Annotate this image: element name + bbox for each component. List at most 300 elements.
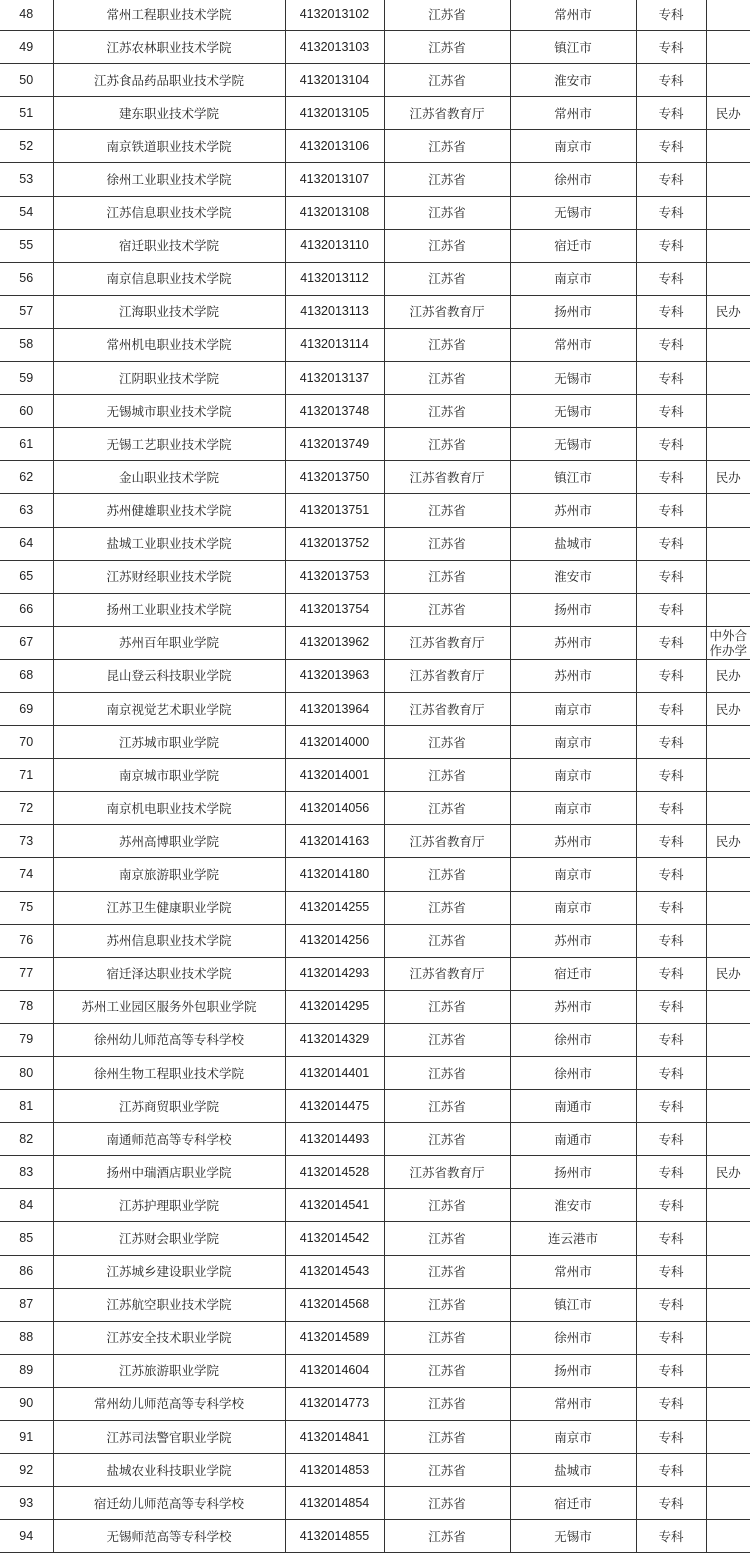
school-name-cell: 江苏旅游职业学院	[53, 1354, 285, 1387]
school-name-cell: 南京铁道职业技术学院	[53, 130, 285, 163]
row-number-cell: 60	[0, 395, 53, 428]
city-cell: 无锡市	[510, 1520, 636, 1553]
table-row	[0, 0, 750, 31]
table-row	[0, 1156, 750, 1189]
table-row	[0, 1057, 750, 1090]
school-code-cell: 4132013963	[285, 659, 384, 692]
authority-cell: 江苏省教育厅	[384, 957, 510, 990]
school-code-cell: 4132014256	[285, 924, 384, 957]
level-cell: 专科	[636, 1520, 706, 1553]
school-code-cell: 4132014528	[285, 1156, 384, 1189]
city-cell: 连云港市	[510, 1222, 636, 1255]
note-cell	[706, 428, 750, 461]
row-number-cell: 77	[0, 957, 53, 990]
city-cell: 宿迁市	[510, 1487, 636, 1520]
city-cell: 宿迁市	[510, 957, 636, 990]
school-name-cell: 江苏农林职业技术学院	[53, 31, 285, 64]
table-row	[0, 64, 750, 97]
row-number-cell: 61	[0, 428, 53, 461]
school-code-cell: 4132014589	[285, 1321, 384, 1354]
note-cell	[706, 130, 750, 163]
authority-cell: 江苏省	[384, 1421, 510, 1454]
school-code-cell: 4132013103	[285, 31, 384, 64]
note-cell	[706, 1487, 750, 1520]
table-row	[0, 527, 750, 560]
level-cell: 专科	[636, 1090, 706, 1123]
city-cell: 南京市	[510, 1421, 636, 1454]
level-cell: 专科	[636, 560, 706, 593]
table-row	[0, 1387, 750, 1420]
row-number-cell: 88	[0, 1321, 53, 1354]
school-code-cell: 4132013753	[285, 560, 384, 593]
school-name-cell: 建东职业技术学院	[53, 97, 285, 130]
note-cell	[706, 726, 750, 759]
row-number-cell: 59	[0, 362, 53, 395]
authority-cell: 江苏省	[384, 130, 510, 163]
level-cell: 专科	[636, 1023, 706, 1056]
row-number-cell: 71	[0, 759, 53, 792]
level-cell: 专科	[636, 593, 706, 626]
school-name-cell: 江苏信息职业技术学院	[53, 196, 285, 229]
row-number-cell: 74	[0, 858, 53, 891]
note-cell	[706, 759, 750, 792]
authority-cell: 江苏省	[384, 1023, 510, 1056]
authority-cell: 江苏省	[384, 1321, 510, 1354]
school-name-cell: 南京信息职业技术学院	[53, 262, 285, 295]
city-cell: 南京市	[510, 692, 636, 725]
city-cell: 盐城市	[510, 527, 636, 560]
level-cell: 专科	[636, 1321, 706, 1354]
row-number-cell: 80	[0, 1057, 53, 1090]
table-row	[0, 1222, 750, 1255]
school-name-cell: 江苏卫生健康职业学院	[53, 891, 285, 924]
school-name-cell: 江苏航空职业技术学院	[53, 1288, 285, 1321]
table-row	[0, 792, 750, 825]
school-name-cell: 江苏安全技术职业学院	[53, 1321, 285, 1354]
level-cell: 专科	[636, 0, 706, 31]
row-number-cell: 72	[0, 792, 53, 825]
level-cell: 专科	[636, 957, 706, 990]
table-row	[0, 1421, 750, 1454]
row-number-cell: 73	[0, 825, 53, 858]
level-cell: 专科	[636, 295, 706, 328]
note-cell	[706, 924, 750, 957]
authority-cell: 江苏省教育厅	[384, 461, 510, 494]
table-row	[0, 1288, 750, 1321]
row-number-cell: 86	[0, 1255, 53, 1288]
school-code-cell: 4132014841	[285, 1421, 384, 1454]
school-code-cell: 4132014853	[285, 1454, 384, 1487]
school-name-cell: 苏州工业园区服务外包职业学院	[53, 990, 285, 1023]
authority-cell: 江苏省	[384, 990, 510, 1023]
school-code-cell: 4132014163	[285, 825, 384, 858]
school-code-cell: 4132013102	[285, 0, 384, 31]
school-name-cell: 江苏食品药品职业技术学院	[53, 64, 285, 97]
table-row	[0, 1520, 750, 1553]
authority-cell: 江苏省	[384, 792, 510, 825]
level-cell: 专科	[636, 1421, 706, 1454]
note-cell	[706, 0, 750, 31]
school-name-cell: 徐州幼儿师范高等专科学校	[53, 1023, 285, 1056]
city-cell: 苏州市	[510, 825, 636, 858]
table-row	[0, 196, 750, 229]
note-cell	[706, 395, 750, 428]
level-cell: 专科	[636, 858, 706, 891]
city-cell: 扬州市	[510, 295, 636, 328]
school-code-cell: 4132013114	[285, 328, 384, 361]
table-row	[0, 31, 750, 64]
note-cell	[706, 64, 750, 97]
school-name-cell: 宿迁泽达职业技术学院	[53, 957, 285, 990]
level-cell: 专科	[636, 891, 706, 924]
authority-cell: 江苏省	[384, 31, 510, 64]
note-cell: 民办	[706, 1156, 750, 1189]
authority-cell: 江苏省	[384, 1123, 510, 1156]
authority-cell: 江苏省	[384, 759, 510, 792]
level-cell: 专科	[636, 726, 706, 759]
authority-cell: 江苏省	[384, 1454, 510, 1487]
school-code-cell: 4132013750	[285, 461, 384, 494]
school-code-cell: 4132014255	[285, 891, 384, 924]
authority-cell: 江苏省教育厅	[384, 692, 510, 725]
note-cell	[706, 229, 750, 262]
note-cell	[706, 1321, 750, 1354]
level-cell: 专科	[636, 494, 706, 527]
city-cell: 盐城市	[510, 1454, 636, 1487]
authority-cell: 江苏省	[384, 1222, 510, 1255]
level-cell: 专科	[636, 659, 706, 692]
city-cell: 常州市	[510, 1387, 636, 1420]
city-cell: 南京市	[510, 262, 636, 295]
table-row	[0, 1255, 750, 1288]
authority-cell: 江苏省	[384, 560, 510, 593]
school-name-cell: 南京机电职业技术学院	[53, 792, 285, 825]
level-cell: 专科	[636, 64, 706, 97]
authority-cell: 江苏省	[384, 395, 510, 428]
table-row	[0, 130, 750, 163]
city-cell: 南通市	[510, 1123, 636, 1156]
note-cell	[706, 858, 750, 891]
school-code-cell: 4132013110	[285, 229, 384, 262]
note-cell: 民办	[706, 825, 750, 858]
row-number-cell: 83	[0, 1156, 53, 1189]
city-cell: 徐州市	[510, 1057, 636, 1090]
authority-cell: 江苏省	[384, 1189, 510, 1222]
row-number-cell: 94	[0, 1520, 53, 1553]
school-code-cell: 4132014329	[285, 1023, 384, 1056]
city-cell: 南通市	[510, 1090, 636, 1123]
note-cell	[706, 792, 750, 825]
city-cell: 扬州市	[510, 1156, 636, 1189]
school-code-cell: 4132014401	[285, 1057, 384, 1090]
city-cell: 无锡市	[510, 395, 636, 428]
row-number-cell: 67	[0, 626, 53, 659]
city-cell: 扬州市	[510, 593, 636, 626]
level-cell: 专科	[636, 362, 706, 395]
level-cell: 专科	[636, 395, 706, 428]
school-name-cell: 苏州信息职业技术学院	[53, 924, 285, 957]
school-name-cell: 江苏商贸职业学院	[53, 1090, 285, 1123]
row-number-cell: 69	[0, 692, 53, 725]
row-number-cell: 64	[0, 527, 53, 560]
table-row	[0, 957, 750, 990]
city-cell: 南京市	[510, 759, 636, 792]
school-name-cell: 徐州生物工程职业技术学院	[53, 1057, 285, 1090]
note-cell	[706, 163, 750, 196]
table-row	[0, 1123, 750, 1156]
authority-cell: 江苏省	[384, 1387, 510, 1420]
school-name-cell: 扬州中瑞酒店职业学院	[53, 1156, 285, 1189]
level-cell: 专科	[636, 328, 706, 361]
row-number-cell: 87	[0, 1288, 53, 1321]
note-cell	[706, 362, 750, 395]
level-cell: 专科	[636, 692, 706, 725]
table-row	[0, 1189, 750, 1222]
authority-cell: 江苏省	[384, 1288, 510, 1321]
table-row	[0, 1023, 750, 1056]
school-name-cell: 南京城市职业学院	[53, 759, 285, 792]
school-code-cell: 4132013752	[285, 527, 384, 560]
table-row	[0, 626, 750, 659]
row-number-cell: 48	[0, 0, 53, 31]
table-row	[0, 891, 750, 924]
note-cell	[706, 262, 750, 295]
note-cell: 民办	[706, 659, 750, 692]
row-number-cell: 82	[0, 1123, 53, 1156]
row-number-cell: 54	[0, 196, 53, 229]
level-cell: 专科	[636, 792, 706, 825]
authority-cell: 江苏省教育厅	[384, 825, 510, 858]
level-cell: 专科	[636, 262, 706, 295]
row-number-cell: 58	[0, 328, 53, 361]
authority-cell: 江苏省	[384, 196, 510, 229]
city-cell: 南京市	[510, 792, 636, 825]
school-name-cell: 盐城农业科技职业学院	[53, 1454, 285, 1487]
school-code-cell: 4132014000	[285, 726, 384, 759]
city-cell: 镇江市	[510, 1288, 636, 1321]
authority-cell: 江苏省教育厅	[384, 626, 510, 659]
note-cell	[706, 891, 750, 924]
school-code-cell: 4132013964	[285, 692, 384, 725]
school-name-cell: 南京视觉艺术职业学院	[53, 692, 285, 725]
table-row	[0, 825, 750, 858]
school-name-cell: 江阴职业技术学院	[53, 362, 285, 395]
school-code-cell: 4132013749	[285, 428, 384, 461]
table-row	[0, 461, 750, 494]
city-cell: 镇江市	[510, 31, 636, 64]
school-name-cell: 江苏城市职业学院	[53, 726, 285, 759]
authority-cell: 江苏省	[384, 229, 510, 262]
city-cell: 宿迁市	[510, 229, 636, 262]
authority-cell: 江苏省	[384, 64, 510, 97]
school-name-cell: 江海职业技术学院	[53, 295, 285, 328]
note-cell	[706, 1057, 750, 1090]
authority-cell: 江苏省	[384, 891, 510, 924]
city-cell: 徐州市	[510, 1023, 636, 1056]
authority-cell: 江苏省	[384, 726, 510, 759]
school-name-cell: 常州工程职业技术学院	[53, 0, 285, 31]
school-code-cell: 4132014475	[285, 1090, 384, 1123]
city-cell: 苏州市	[510, 659, 636, 692]
authority-cell: 江苏省教育厅	[384, 295, 510, 328]
note-cell	[706, 560, 750, 593]
authority-cell: 江苏省	[384, 362, 510, 395]
city-cell: 常州市	[510, 97, 636, 130]
note-cell	[706, 1090, 750, 1123]
level-cell: 专科	[636, 1454, 706, 1487]
authority-cell: 江苏省	[384, 0, 510, 31]
table-row	[0, 593, 750, 626]
authority-cell: 江苏省	[384, 1057, 510, 1090]
level-cell: 专科	[636, 163, 706, 196]
school-code-cell: 4132013113	[285, 295, 384, 328]
authority-cell: 江苏省	[384, 163, 510, 196]
level-cell: 专科	[636, 759, 706, 792]
city-cell: 南京市	[510, 858, 636, 891]
row-number-cell: 89	[0, 1354, 53, 1387]
school-name-cell: 扬州工业职业技术学院	[53, 593, 285, 626]
table-row	[0, 494, 750, 527]
level-cell: 专科	[636, 31, 706, 64]
school-name-cell: 常州幼儿师范高等专科学校	[53, 1387, 285, 1420]
row-number-cell: 55	[0, 229, 53, 262]
school-code-cell: 4132014180	[285, 858, 384, 891]
row-number-cell: 49	[0, 31, 53, 64]
school-code-cell: 4132013106	[285, 130, 384, 163]
table-row	[0, 295, 750, 328]
note-cell	[706, 1255, 750, 1288]
city-cell: 无锡市	[510, 428, 636, 461]
row-number-cell: 57	[0, 295, 53, 328]
table-row	[0, 395, 750, 428]
authority-cell: 江苏省教育厅	[384, 1156, 510, 1189]
school-code-cell: 4132014056	[285, 792, 384, 825]
table-row	[0, 726, 750, 759]
authority-cell: 江苏省	[384, 1255, 510, 1288]
city-cell: 苏州市	[510, 494, 636, 527]
table-row	[0, 97, 750, 130]
row-number-cell: 85	[0, 1222, 53, 1255]
authority-cell: 江苏省	[384, 262, 510, 295]
table-row	[0, 229, 750, 262]
table-row	[0, 1354, 750, 1387]
city-cell: 常州市	[510, 0, 636, 31]
table-row	[0, 328, 750, 361]
table-row	[0, 1454, 750, 1487]
school-code-cell: 4132014568	[285, 1288, 384, 1321]
school-code-cell: 4132013748	[285, 395, 384, 428]
level-cell: 专科	[636, 130, 706, 163]
row-number-cell: 75	[0, 891, 53, 924]
table-row	[0, 362, 750, 395]
table-row	[0, 1487, 750, 1520]
authority-cell: 江苏省教育厅	[384, 659, 510, 692]
authority-cell: 江苏省	[384, 1354, 510, 1387]
school-code-cell: 4132013105	[285, 97, 384, 130]
row-number-cell: 51	[0, 97, 53, 130]
table-row	[0, 163, 750, 196]
level-cell: 专科	[636, 196, 706, 229]
city-cell: 徐州市	[510, 1321, 636, 1354]
city-cell: 淮安市	[510, 560, 636, 593]
authority-cell: 江苏省	[384, 428, 510, 461]
authority-cell: 江苏省	[384, 1090, 510, 1123]
row-number-cell: 76	[0, 924, 53, 957]
level-cell: 专科	[636, 97, 706, 130]
level-cell: 专科	[636, 990, 706, 1023]
authority-cell: 江苏省	[384, 924, 510, 957]
note-cell: 民办	[706, 461, 750, 494]
school-name-cell: 无锡城市职业技术学院	[53, 395, 285, 428]
school-name-cell: 无锡师范高等专科学校	[53, 1520, 285, 1553]
note-cell	[706, 1387, 750, 1420]
school-code-cell: 4132014293	[285, 957, 384, 990]
level-cell: 专科	[636, 626, 706, 659]
table-row	[0, 428, 750, 461]
note-cell: 民办	[706, 957, 750, 990]
city-cell: 扬州市	[510, 1354, 636, 1387]
city-cell: 常州市	[510, 328, 636, 361]
school-name-cell: 无锡工艺职业技术学院	[53, 428, 285, 461]
level-cell: 专科	[636, 1255, 706, 1288]
school-name-cell: 江苏城乡建设职业学院	[53, 1255, 285, 1288]
note-cell	[706, 1354, 750, 1387]
level-cell: 专科	[636, 461, 706, 494]
table-row	[0, 659, 750, 692]
city-cell: 无锡市	[510, 196, 636, 229]
school-name-cell: 江苏护理职业学院	[53, 1189, 285, 1222]
city-cell: 苏州市	[510, 990, 636, 1023]
school-code-cell: 4132014543	[285, 1255, 384, 1288]
city-cell: 淮安市	[510, 64, 636, 97]
table-row	[0, 924, 750, 957]
level-cell: 专科	[636, 1487, 706, 1520]
table-row	[0, 1090, 750, 1123]
note-cell	[706, 1520, 750, 1553]
level-cell: 专科	[636, 1189, 706, 1222]
row-number-cell: 93	[0, 1487, 53, 1520]
school-code-cell: 4132013751	[285, 494, 384, 527]
level-cell: 专科	[636, 1057, 706, 1090]
authority-cell: 江苏省	[384, 858, 510, 891]
school-code-cell: 4132013104	[285, 64, 384, 97]
authority-cell: 江苏省	[384, 328, 510, 361]
city-cell: 无锡市	[510, 362, 636, 395]
row-number-cell: 63	[0, 494, 53, 527]
table-row	[0, 759, 750, 792]
school-code-cell: 4132014773	[285, 1387, 384, 1420]
level-cell: 专科	[636, 428, 706, 461]
school-name-cell: 金山职业技术学院	[53, 461, 285, 494]
school-name-cell: 南通师范高等专科学校	[53, 1123, 285, 1156]
school-name-cell: 苏州高博职业学院	[53, 825, 285, 858]
level-cell: 专科	[636, 1123, 706, 1156]
row-number-cell: 79	[0, 1023, 53, 1056]
school-code-cell: 4132013107	[285, 163, 384, 196]
level-cell: 专科	[636, 924, 706, 957]
table-row	[0, 1321, 750, 1354]
city-cell: 苏州市	[510, 924, 636, 957]
table-row	[0, 858, 750, 891]
school-code-cell: 4132014001	[285, 759, 384, 792]
note-cell: 中外合作办学	[706, 626, 750, 659]
school-code-cell: 4132014295	[285, 990, 384, 1023]
note-cell	[706, 1421, 750, 1454]
row-number-cell: 66	[0, 593, 53, 626]
row-number-cell: 81	[0, 1090, 53, 1123]
row-number-cell: 56	[0, 262, 53, 295]
city-cell: 淮安市	[510, 1189, 636, 1222]
